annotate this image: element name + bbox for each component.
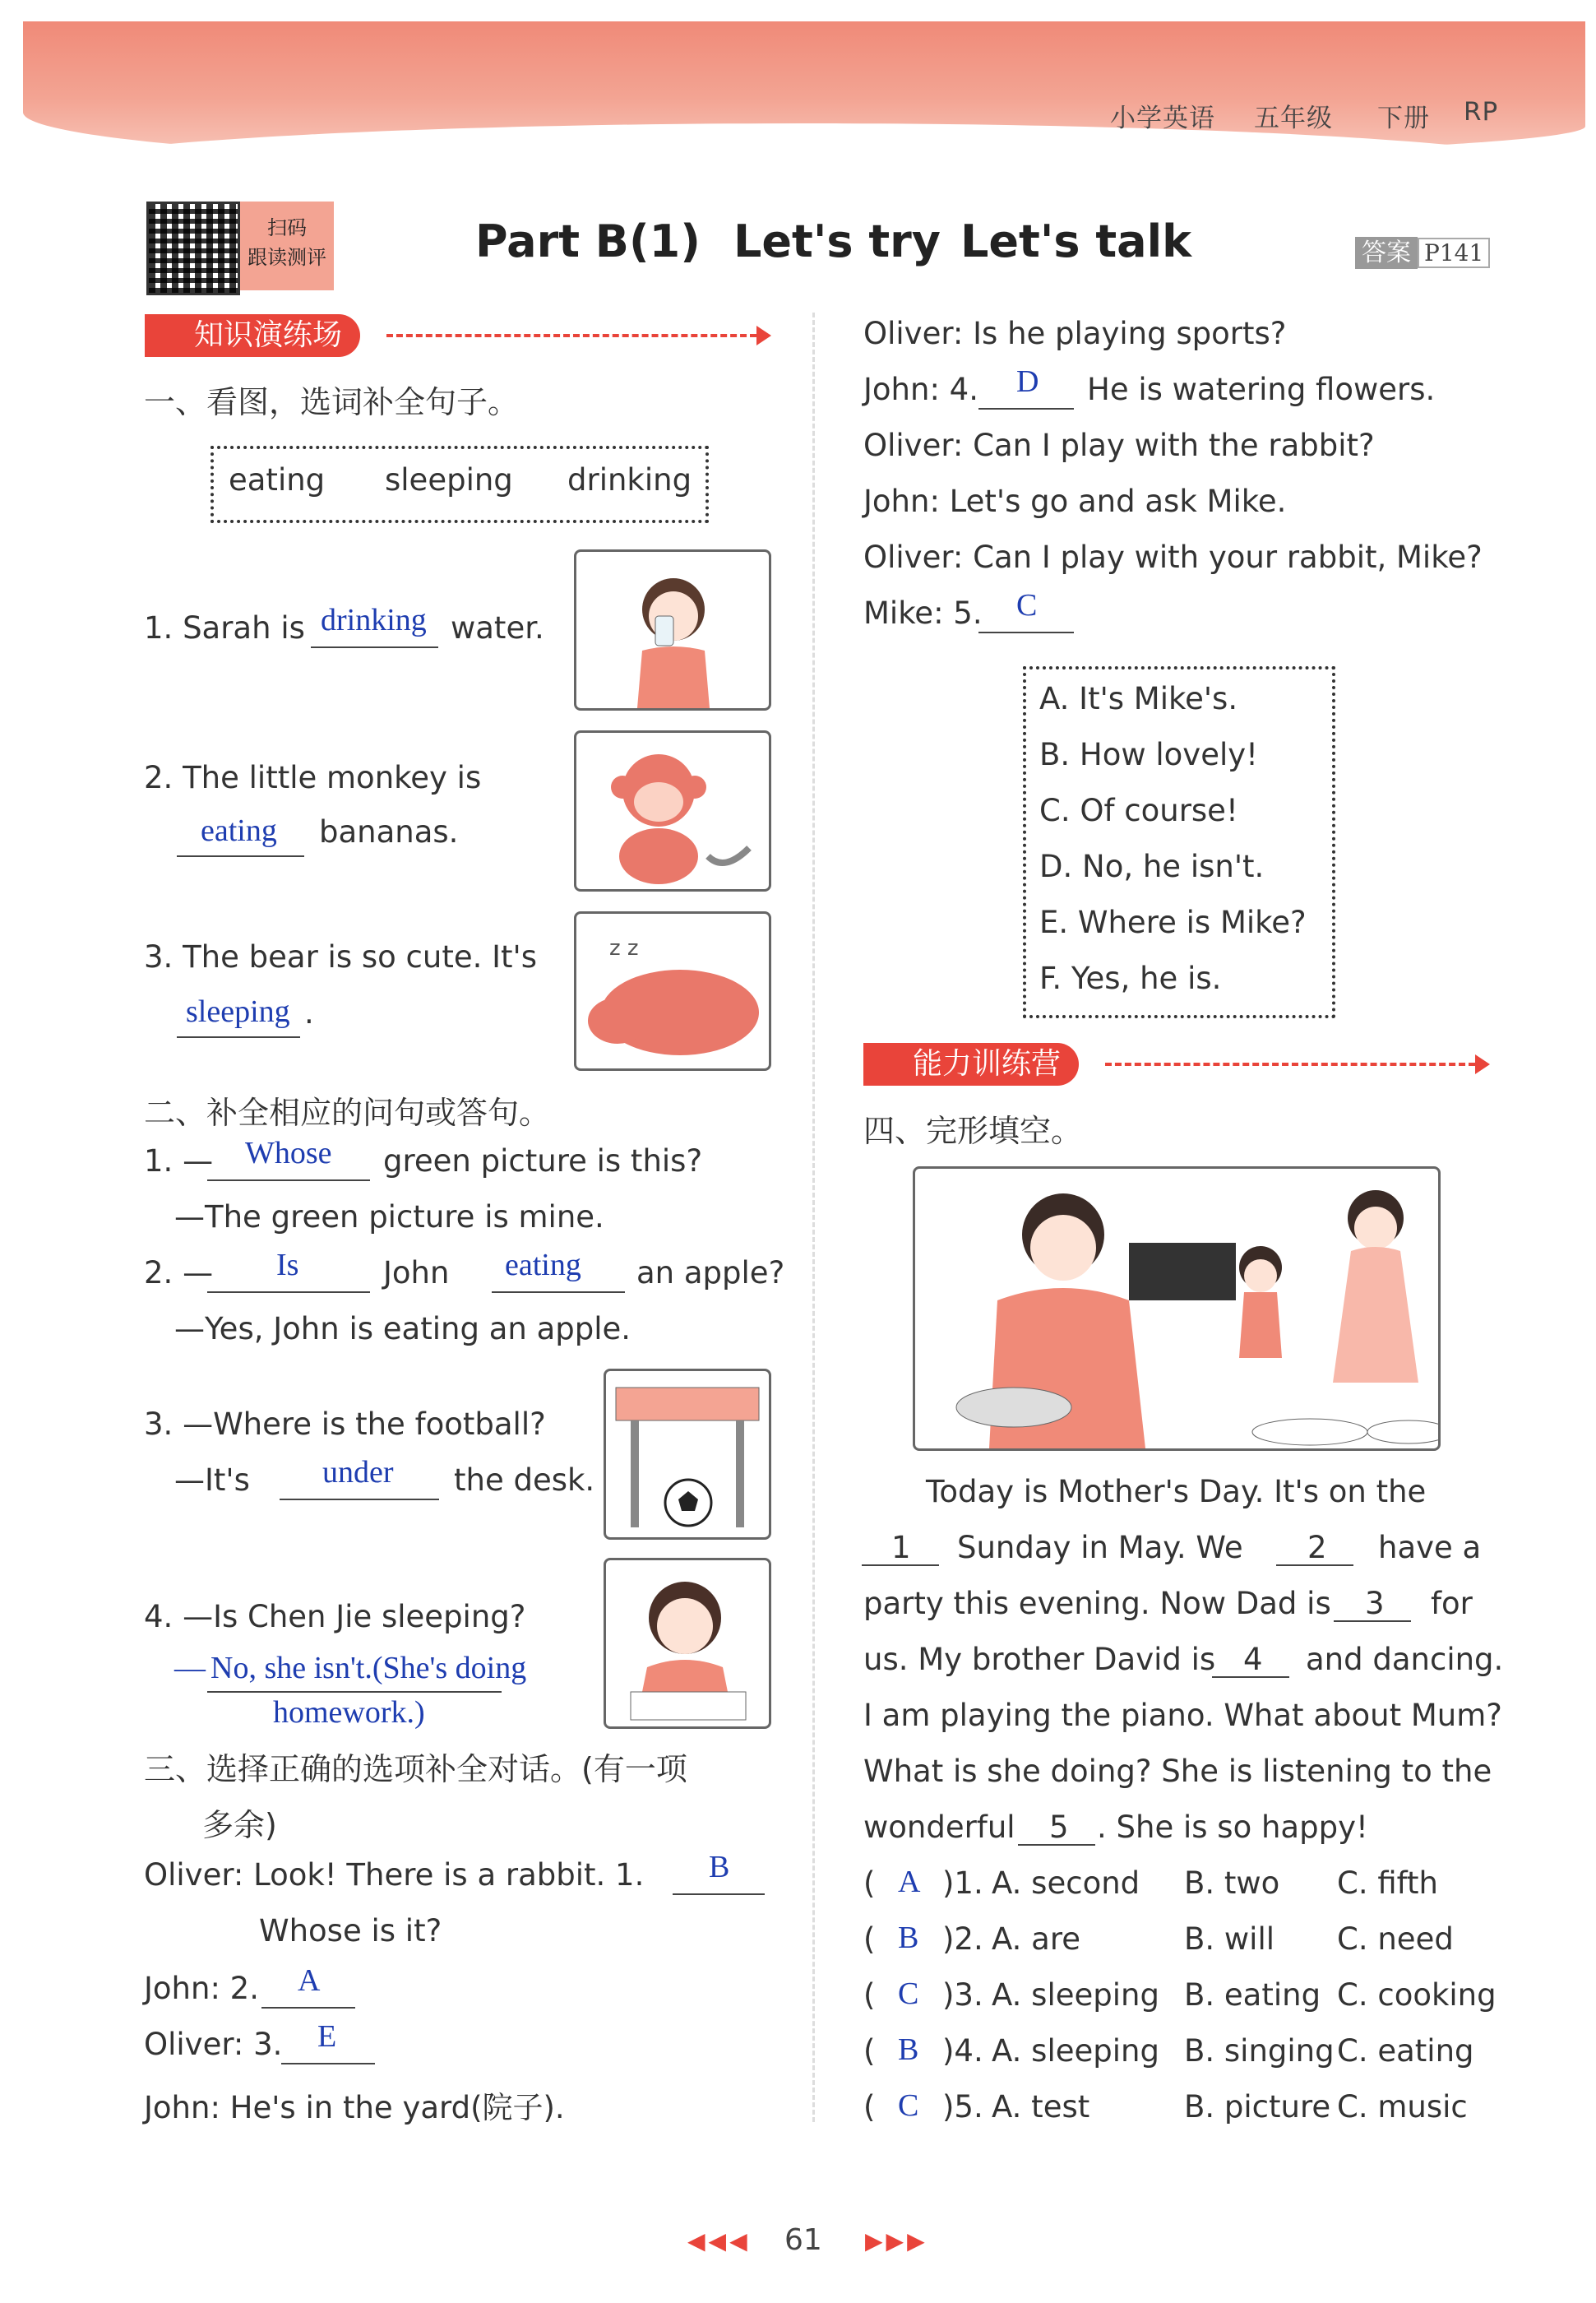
page-title-lets-try: Let's try [733, 215, 941, 267]
q1-item2-text: 2. The little monkey is [144, 760, 482, 795]
answer-underline [492, 1291, 625, 1293]
choice-answer: C [898, 2088, 919, 2123]
blank-2: 2 [1307, 1530, 1327, 1565]
svg-text:z z: z z [609, 936, 639, 961]
answer-underline [673, 1893, 765, 1895]
q2-i3-question: 3. —Where is the football? [144, 1406, 546, 1442]
q2-i2-answer2: eating [505, 1248, 581, 1282]
q2-i4-answer-line1: No, she isn't.(She's doing [210, 1651, 527, 1685]
q2-i4-question: 4. —Is Chen Jie sleeping? [144, 1599, 526, 1634]
choice-answer: B [898, 1921, 919, 1955]
prev-page-arrows-icon[interactable]: ◀◀◀ [687, 2227, 751, 2254]
picture-desk-football [604, 1369, 771, 1540]
word-bank-item: drinking [567, 462, 692, 498]
answer-page: P141 [1418, 238, 1490, 268]
answer-underline [281, 2063, 375, 2064]
choice-b[interactable]: B. will [1184, 1921, 1275, 1957]
q3-heading: 三、选择正确的选项补全对话。(有一项 [144, 1751, 687, 1787]
paren-open: ( [863, 1865, 876, 1901]
q2-i4-dash: — [174, 1651, 206, 1685]
q3-line4: Oliver: 3. [144, 2027, 283, 2062]
answer-underline [261, 2007, 355, 2009]
scan-label-line1: 扫码 [267, 216, 307, 239]
q1-item2-answer: eating [201, 813, 277, 848]
family-party-icon [915, 1169, 1438, 1448]
page-title-part: Part B(1) [475, 215, 701, 267]
q2-i2-reply: —Yes, John is eating an apple. [174, 1311, 631, 1346]
picture-mothers-day-party [913, 1166, 1441, 1451]
header-subject: 小学英语 [1110, 104, 1215, 133]
choice-a[interactable]: A. sleeping [992, 1977, 1159, 2013]
column-divider [812, 313, 815, 2122]
q1-item3-text: 3. The bear is so cute. It's [144, 939, 537, 975]
q2-i1-num: 1. — [144, 1143, 214, 1179]
q3-answer3: E [317, 2019, 337, 2054]
q2-i2-answer1: Is [276, 1248, 299, 1282]
page-title-lets-talk: Let's talk [960, 215, 1191, 267]
monkey-eating-icon [576, 733, 769, 889]
passage-line7b: . She is so happy! [1097, 1810, 1368, 1845]
q2-i1-reply: —The green picture is mine. [174, 1199, 604, 1235]
answer-underline [207, 1179, 370, 1181]
q3-line7-post: He is watering flowers. [1087, 372, 1436, 407]
girl-homework-icon [606, 1560, 769, 1726]
picture-girl-homework [604, 1558, 771, 1729]
bear-sleeping-icon [576, 914, 769, 1068]
passage-line2a: Sunday in May. We [957, 1530, 1243, 1565]
picture-girl-drinking [574, 549, 771, 711]
passage-line2b: have a [1378, 1530, 1482, 1565]
passage-line3a: party this evening. Now Dad is [863, 1586, 1331, 1621]
q3-answer2: A [298, 1963, 321, 1998]
choice-answer: C [898, 1976, 919, 2011]
answer-label: 答案 [1355, 237, 1418, 269]
section-line [1105, 1063, 1475, 1066]
section-tag-practice: 知识演练场 [145, 314, 360, 357]
answer-underline [207, 1291, 370, 1293]
q3-line11: Mike: 5. [863, 595, 983, 631]
q2-i4-answer-line2: homework.) [273, 1695, 425, 1730]
choice-c[interactable]: C. need [1337, 1921, 1454, 1957]
option-e: E. Where is Mike? [1039, 905, 1307, 940]
blank-1: 1 [891, 1530, 911, 1565]
choice-answer: A [898, 1865, 921, 1899]
q4-heading: 四、完形填空。 [863, 1113, 1083, 1149]
q2-i3-post: the desk. [454, 1462, 595, 1498]
choice-num: )5. [942, 2089, 983, 2125]
passage-line1: Today is Mother's Day. It's on the [926, 1474, 1427, 1509]
blank-4: 4 [1243, 1642, 1263, 1677]
paren-open: ( [863, 1921, 876, 1957]
choice-a[interactable]: A. are [992, 1921, 1081, 1957]
q3-line5: John: He's in the yard(院子). [144, 2090, 565, 2125]
choice-a[interactable]: A. second [992, 1865, 1140, 1901]
answer-underline [1018, 1844, 1095, 1846]
q3-line2: Whose is it? [259, 1913, 442, 1949]
picture-bear-sleeping [574, 911, 771, 1071]
q1-item1-answer: drinking [321, 603, 427, 637]
choice-c[interactable]: C. music [1337, 2089, 1468, 2125]
qr-code-icon[interactable] [146, 202, 240, 295]
q3-answer4: D [1016, 364, 1039, 399]
q3-heading-cont: 多余) [202, 1807, 277, 1843]
q3-line9: John: Let's go and ask Mike. [863, 484, 1287, 519]
q2-i3-answer: under [322, 1455, 394, 1490]
option-f: F. Yes, he is. [1039, 961, 1222, 996]
answer-underline [1276, 1564, 1353, 1566]
q1-item3-post: . [304, 995, 314, 1031]
answer-reference [1355, 232, 1490, 268]
option-c: C. Of course! [1039, 793, 1238, 828]
option-a: A. It's Mike's. [1039, 681, 1238, 716]
paren-open: ( [863, 2089, 876, 2125]
q2-i1-post: green picture is this? [383, 1143, 703, 1179]
q1-item3-answer: sleeping [186, 994, 290, 1029]
choice-c[interactable]: C. fifth [1337, 1865, 1438, 1901]
choice-a[interactable]: A. sleeping [992, 2033, 1159, 2069]
page-number: 61 [784, 2223, 822, 2257]
answer-underline [280, 1499, 439, 1500]
scan-label-line2: 跟读测评 [247, 246, 326, 269]
answer-underline [311, 646, 438, 648]
answer-underline [177, 855, 304, 857]
q1-item1-post: water. [451, 610, 544, 646]
q3-line7: John: 4. [863, 372, 978, 407]
option-d: D. No, he isn't. [1039, 849, 1265, 884]
passage-line7a: wonderful [863, 1810, 1015, 1845]
header-edition: RP [1464, 97, 1499, 127]
choice-b[interactable]: B. two [1184, 1865, 1280, 1901]
section-line [386, 334, 756, 337]
answer-underline [1212, 1676, 1289, 1678]
choice-c[interactable]: C. cooking [1337, 1977, 1497, 2013]
q3-answer5: C [1016, 588, 1038, 623]
section-tag-ability: 能力训练营 [863, 1043, 1079, 1086]
q2-i2-mid: John [383, 1255, 450, 1291]
choice-c[interactable]: C. eating [1337, 2033, 1474, 2069]
q1-heading: 一、看图，选词补全句子。 [144, 384, 520, 420]
answer-underline [862, 1564, 939, 1566]
scan-label[interactable] [240, 202, 334, 290]
q2-i2-post: an apple? [636, 1255, 785, 1291]
blank-3: 3 [1365, 1586, 1385, 1621]
choice-answer: B [898, 2032, 919, 2067]
arrow-right-icon [1475, 1054, 1490, 1074]
q1-item1-text: 1. Sarah is [144, 610, 305, 646]
answer-underline [978, 408, 1074, 410]
header-grade: 五年级 [1254, 104, 1333, 133]
answer-underline [207, 1691, 502, 1693]
choice-b[interactable]: B. singing [1184, 2033, 1335, 2069]
header-volume: 下册 [1377, 104, 1430, 133]
passage-line5: I am playing the piano. What about Mum? [863, 1698, 1502, 1733]
answer-underline [978, 632, 1074, 633]
q3-line10: Oliver: Can I play with your rabbit, Mike? [863, 540, 1483, 575]
passage-line3b: for [1431, 1586, 1473, 1621]
option-b: B. How lovely! [1039, 737, 1258, 772]
girl-drinking-icon [576, 552, 769, 708]
choice-b[interactable]: B. picture [1184, 2089, 1331, 2125]
choice-num: )2. [942, 1921, 983, 1957]
blank-5: 5 [1049, 1810, 1069, 1845]
arrow-right-icon [756, 326, 771, 345]
q1-item2-post: bananas. [319, 814, 459, 850]
q3-line6: Oliver: Is he playing sports? [863, 316, 1287, 351]
passage-line4b: and dancing. [1306, 1642, 1504, 1677]
choice-num: )1. [942, 1865, 983, 1901]
answer-underline [1334, 1620, 1411, 1622]
picture-monkey-eating [574, 730, 771, 892]
word-bank-item: eating [229, 462, 326, 498]
choice-num: )3. [942, 1977, 983, 2013]
paren-open: ( [863, 1977, 876, 2013]
word-bank-item: sleeping [385, 462, 513, 498]
desk-football-icon [606, 1371, 769, 1537]
q3-answer1: B [709, 1850, 730, 1884]
q2-i2-num: 2. — [144, 1255, 214, 1291]
choice-b[interactable]: B. eating [1184, 1977, 1321, 2013]
q3-line3: John: 2. [144, 1971, 259, 2006]
answer-underline [177, 1036, 300, 1038]
q3-line8: Oliver: Can I play with the rabbit? [863, 428, 1375, 463]
q3-line1: Oliver: Look! There is a rabbit. 1. [144, 1857, 645, 1893]
next-page-arrows-icon[interactable]: ▶▶▶ [865, 2227, 928, 2254]
passage-line6: What is she doing? She is listening to the [863, 1754, 1492, 1789]
passage-line4a: us. My brother David is [863, 1642, 1216, 1677]
q2-i3-pre: —It's [174, 1462, 250, 1498]
q2-i1-answer: Whose [245, 1136, 332, 1170]
paren-open: ( [863, 2033, 876, 2069]
q2-heading: 二、补全相应的问句或答句。 [144, 1095, 551, 1131]
choice-a[interactable]: A. test [992, 2089, 1090, 2125]
choice-num: )4. [942, 2033, 983, 2069]
